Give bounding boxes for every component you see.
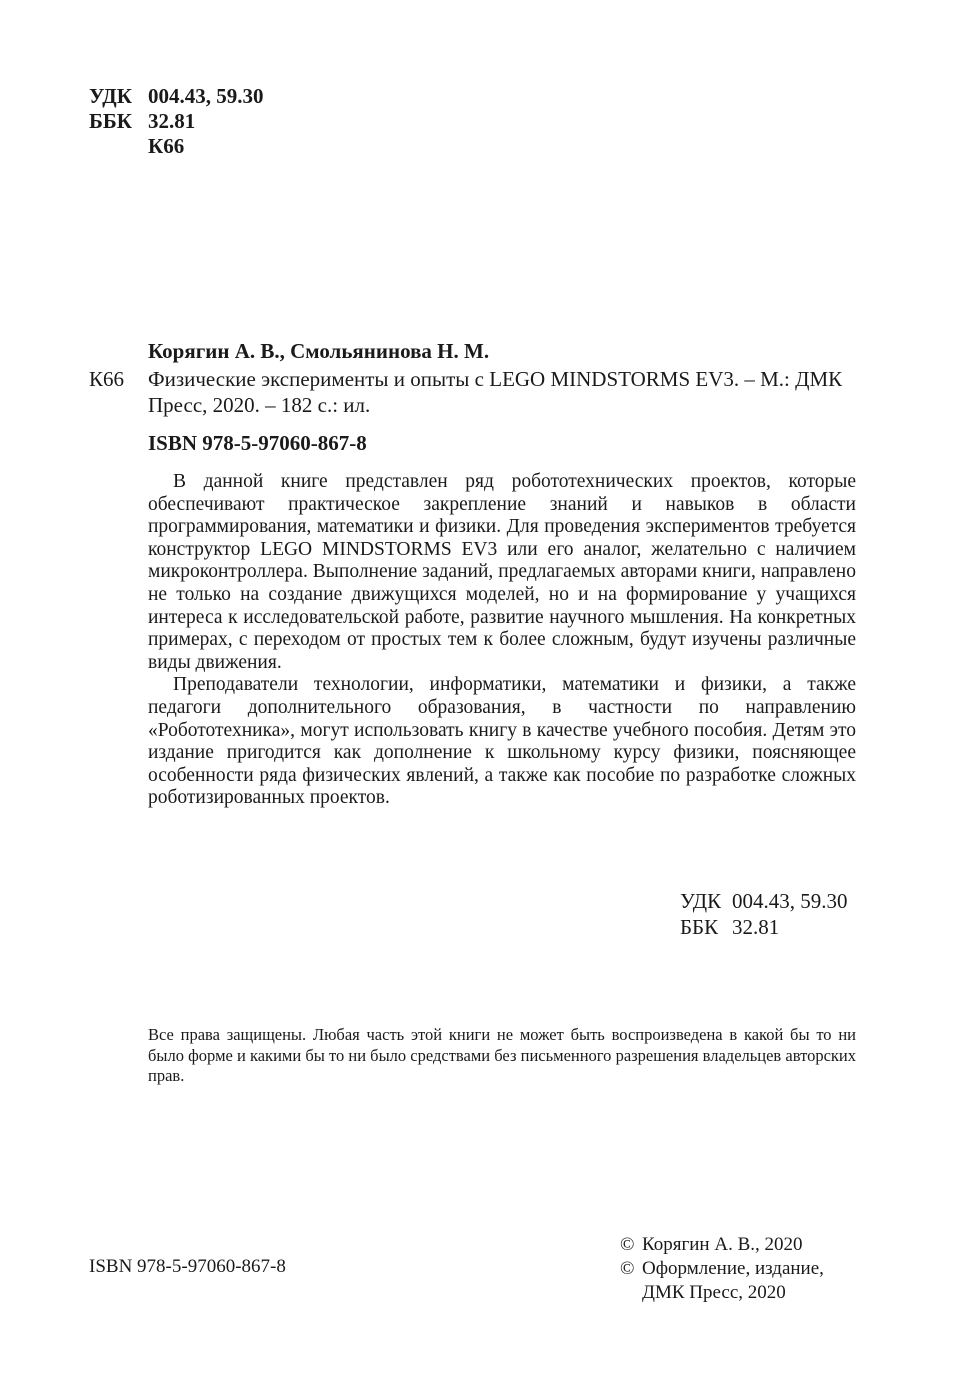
header-classification-codes bbox=[89, 84, 264, 159]
bbk-label: ББК bbox=[89, 109, 132, 133]
abstract-paragraph: Преподаватели технологии, информатики, математики и физики, а также педагоги дополнительного образования, в частности по направлению «Робототехника», могут использовать книгу в качестве учебного пособия. Детям это издание пригодится как дополнение к школьному курсу физики, поясняющее особенности ряда физических явлений, а также как пособие по разработке сложных роботизированных проектов. bbox=[148, 674, 856, 809]
author-mark-left: К66 bbox=[89, 367, 125, 391]
book-authors: Корягин А. В., Смольянинова Н. М. bbox=[148, 339, 490, 363]
copyright-block bbox=[620, 1233, 824, 1305]
copyright-icon: © bbox=[620, 1234, 635, 1255]
abstract-paragraph: В данной книге представлен ряд робототехнических проектов, которые обеспечивают практическое закрепление знаний и навыков в области программирования, математики и физики. Для проведения экспериментов требуется конструктор LEGO MINDSTORMS EV3 или его аналог, желательно с наличием микроконтроллера. Выполнение заданий, предлагаемых авторами книги, направлено не только на создание движущихся моделей, но и на формирование у учащихся интереса к исследовательской работе, развитие научного мышления. На конкретных примерах, с переходом от простых тем к более сложным, будут изучены различные виды движения. bbox=[148, 471, 856, 673]
udk-label: УДК bbox=[89, 84, 132, 108]
book-abstract bbox=[148, 471, 856, 810]
bbk-label: ББК bbox=[680, 915, 719, 939]
book-title-imprint: Физические эксперименты и опыты с LEGO MINDSTORMS EV3. – М.: ДМК Пресс, 2020. – 182 с.: ил. bbox=[148, 367, 843, 417]
copyright-authors: Корягин А. В., 2020 bbox=[642, 1234, 803, 1255]
udk-label: УДК bbox=[680, 889, 722, 913]
classification-codes bbox=[680, 888, 848, 940]
udk-value: 004.43, 59.30 bbox=[732, 889, 848, 913]
isbn-bold: ISBN 978-5-97060-867-8 bbox=[148, 431, 367, 455]
rights-notice: Все права защищены. Любая часть этой книги не может быть воспроизведена в какой бы то ни было форме и какими бы то ни было средствами без письменного разрешения владельцев авторских прав. bbox=[148, 1025, 856, 1085]
copyright-design: Оформление, издание, bbox=[642, 1258, 824, 1279]
copyright-icon: © bbox=[620, 1258, 635, 1279]
author-mark: К66 bbox=[148, 134, 185, 158]
copyright-publisher: ДМК Пресс, 2020 bbox=[642, 1282, 786, 1303]
bbk-value: 32.81 bbox=[732, 915, 780, 939]
udk-value: 004.43, 59.30 bbox=[148, 84, 264, 108]
isbn-footer: ISBN 978-5-97060-867-8 bbox=[89, 1256, 286, 1277]
bbk-value: 32.81 bbox=[148, 109, 196, 133]
